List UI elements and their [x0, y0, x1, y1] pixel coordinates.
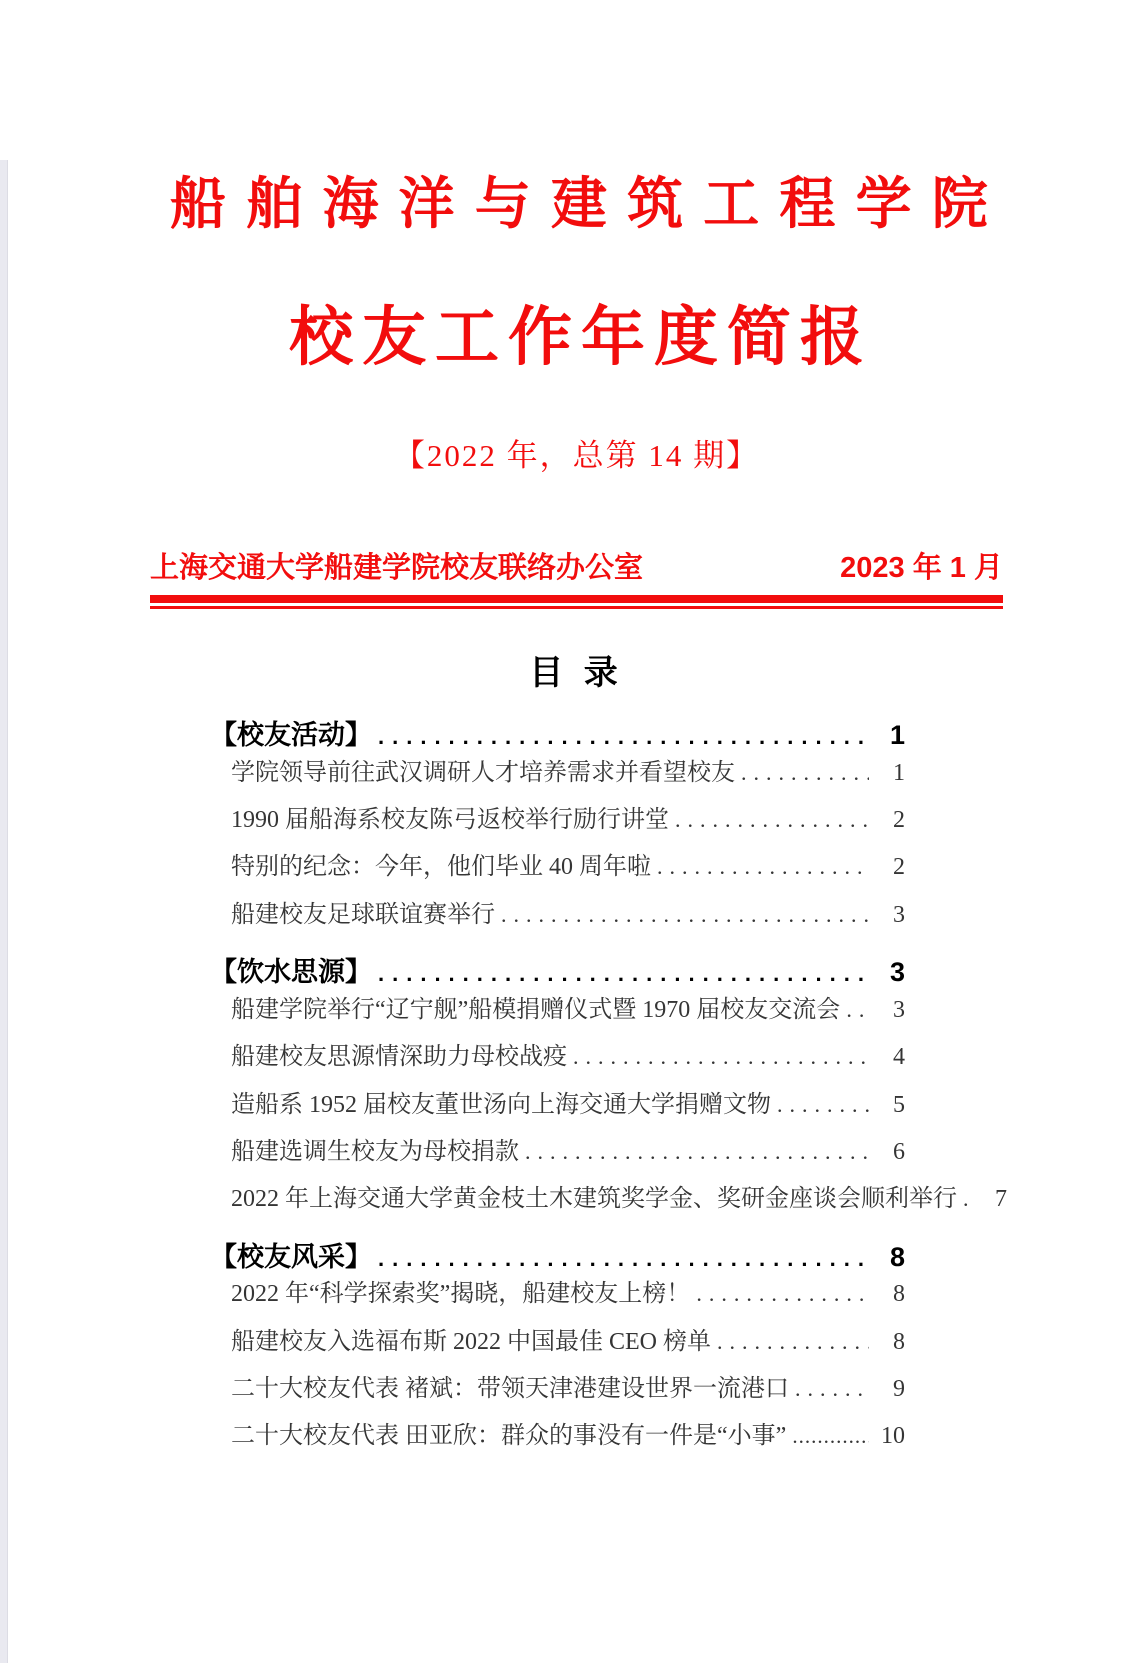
toc-entry[interactable] — [210, 853, 905, 881]
toc-entry-title: 【校友活动】 — [210, 720, 372, 750]
dot-leader — [690, 1281, 869, 1307]
toc-page-number: 3 — [889, 957, 905, 988]
toc-entry-title: 船建学院举行“辽宁舰”船模捐赠仪式暨 1970 届校友交流会 — [231, 996, 841, 1023]
toc-page-number: 2 — [893, 854, 905, 881]
toc-entry[interactable] — [210, 1043, 905, 1071]
dot-leader — [957, 1186, 971, 1212]
toc-entry-title: 【校友风采】 — [210, 1241, 372, 1272]
masthead-row — [150, 545, 1003, 586]
toc-page-number: 3 — [893, 996, 905, 1023]
toc-entry[interactable] — [210, 1138, 905, 1166]
dot-leader — [372, 724, 869, 750]
dot-leader — [372, 961, 869, 987]
toc-list — [150, 720, 1007, 1451]
publishing-office: 上海交通大学船建学院校友联络办公室 — [150, 552, 644, 584]
toc-page-number: 5 — [893, 1091, 905, 1118]
toc-entry-title: 船建校友思源情深助力母校战疫 — [231, 1044, 567, 1071]
toc-page-number: 8 — [893, 1281, 905, 1308]
toc-page-number: 8 — [893, 1328, 905, 1355]
toc-entry[interactable] — [210, 1280, 905, 1308]
toc-page-number: 9 — [893, 1376, 905, 1403]
issue-number-line: 【2022 年，总第 14 期】 — [393, 438, 760, 473]
page-title: 船舶海洋与建筑工程学院 — [170, 172, 1008, 235]
toc-entry-title: 2022 年“科学探索奖”揭晓，船建校友上榜！ — [231, 1281, 691, 1308]
toc-entry-title: 特别的纪念：今年，他们毕业 40 周年啦 — [231, 854, 651, 881]
toc-entry-title: 船建校友入选福布斯 2022 中国最佳 CEO 榜单 — [231, 1328, 711, 1355]
dot-leader — [711, 1329, 869, 1355]
toc-page-number: 1 — [889, 720, 905, 750]
dot-leader — [840, 997, 869, 1023]
toc-section-header[interactable] — [210, 720, 905, 752]
toc-entry[interactable] — [210, 1422, 905, 1450]
toc-page-number: 3 — [893, 901, 905, 928]
toc-entry[interactable] — [210, 996, 905, 1024]
dot-leader — [735, 760, 869, 786]
document-page — [0, 160, 1143, 1451]
toc-entry-title: 二十大校友代表 褚斌：带领天津港建设世界一流港口 — [231, 1376, 789, 1403]
toc-page-number: 7 — [995, 1186, 1007, 1213]
dot-leader — [372, 1246, 869, 1272]
toc-page-number: 6 — [893, 1138, 905, 1165]
page-subtitle: 校友工作年度简报 — [289, 302, 873, 373]
dot-leader — [519, 1139, 869, 1165]
dot-leader — [651, 854, 869, 880]
dot-leader — [567, 1044, 869, 1070]
dot-leader — [789, 1376, 869, 1402]
toc-section-header[interactable] — [210, 957, 905, 989]
toc-entry[interactable] — [210, 1328, 905, 1356]
toc-page-number: 8 — [889, 1241, 905, 1272]
dot-leader — [495, 902, 869, 928]
toc-entry-title: 船建校友足球联谊赛举行 — [231, 901, 495, 928]
toc-entry-title: 二十大校友代表 田亚欣：群众的事没有一件是“小事” — [231, 1423, 787, 1450]
toc-section-header[interactable] — [210, 1242, 905, 1274]
red-divider-rule — [150, 595, 1003, 609]
toc-entry[interactable] — [210, 759, 905, 787]
toc-page-number: 2 — [893, 807, 905, 834]
toc-page-number: 4 — [893, 1044, 905, 1071]
dot-leader — [771, 1092, 869, 1118]
toc-entry[interactable] — [210, 1185, 1007, 1213]
toc-entry-title: 2022 年上海交通大学黄金枝土木建筑奖学金、奖研金座谈会顺利举行 — [231, 1186, 957, 1213]
toc-entry-title: 【饮水思源】 — [210, 957, 372, 988]
toc-entry-title: 船建选调生校友为母校捐款 — [231, 1138, 519, 1165]
publish-date: 2023 年 1 月 — [840, 552, 1003, 584]
toc-entry[interactable] — [210, 806, 905, 834]
toc-entry[interactable] — [210, 1375, 905, 1403]
dot-leader — [669, 807, 869, 833]
toc-entry-title: 1990 届船海系校友陈弓返校举行励行讲堂 — [231, 807, 669, 834]
toc-entry-title: 学院领导前往武汉调研人才培养需求并看望校友 — [231, 759, 735, 786]
dot-leader — [786, 1424, 869, 1449]
toc-title: 目 录 — [529, 655, 624, 692]
toc-page-number: 1 — [893, 759, 905, 786]
toc-entry[interactable] — [210, 901, 905, 929]
toc-entry-title: 造船系 1952 届校友董世汤向上海交通大学捐赠文物 — [231, 1091, 771, 1118]
toc-entry[interactable] — [210, 1091, 905, 1119]
toc-page-number: 10 — [881, 1423, 905, 1450]
